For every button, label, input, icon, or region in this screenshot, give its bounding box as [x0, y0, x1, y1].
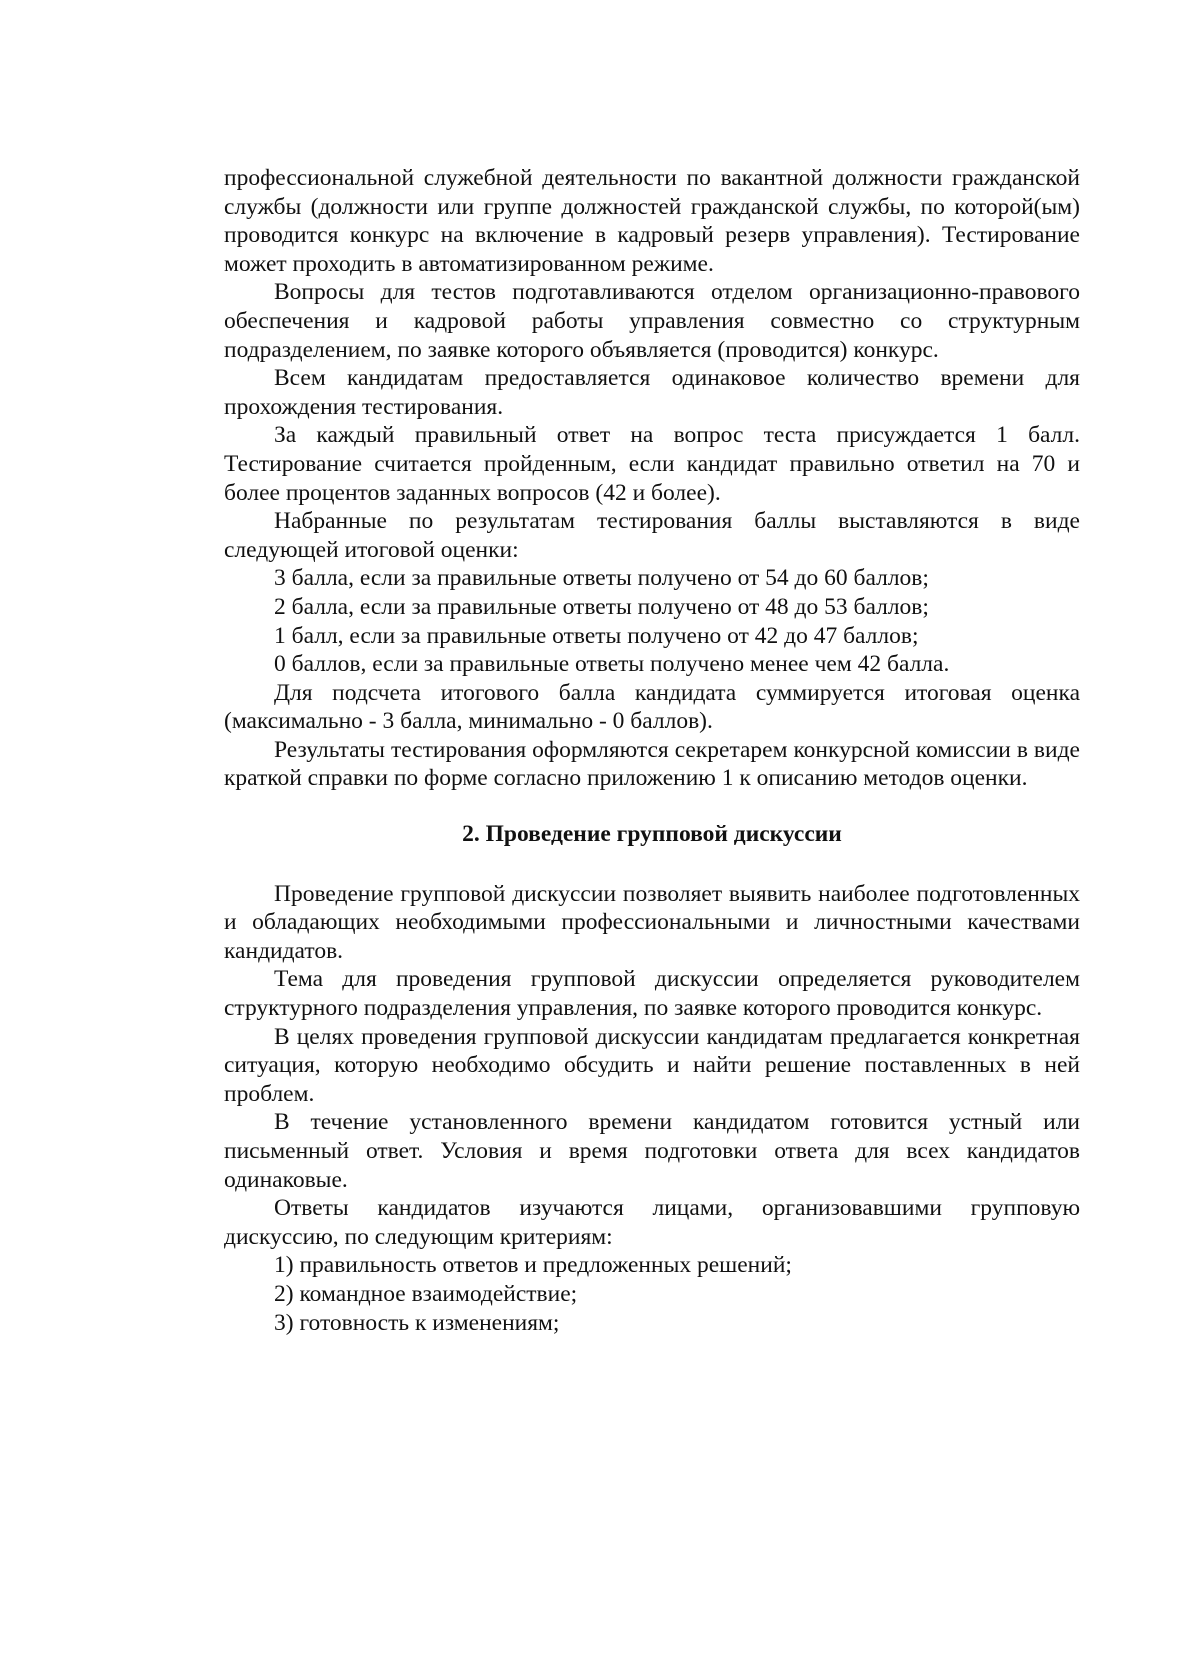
- paragraph-equal-time: Всем кандидатам предоставляется одинаковое количество времени для прохождения тестирования.: [224, 365, 1080, 420]
- testing-section: [224, 164, 1080, 793]
- paragraph-discussion-situation: В целях проведения групповой дискуссии кандидатам предлагается конкретная ситуация, которую необходимо обсудить и найти решение поставленных в ней проблем.: [224, 1023, 1080, 1107]
- paragraph-evaluation-criteria-intro: Ответы кандидатов изучаются лицами, организовавшими групповую дискуссию, по следующим критериям:: [224, 1195, 1080, 1250]
- score-item: 1 балл, если за правильные ответы получено от 42 до 47 баллов;: [274, 622, 919, 649]
- paragraph-testing-intro: профессиональной служебной деятельности по вакантной должности гражданской службы (должности или группе должностей гражданской службы, по которой(ым) проводится конкурс на включение в кадровый резерв управления). Тестирование может проходить в автоматизированном режиме.: [224, 165, 1080, 277]
- score-item: 2 балла, если за правильные ответы получено от 48 до 53 баллов;: [274, 593, 929, 620]
- score-item: 0 баллов, если за правильные ответы получено менее чем 42 балла.: [274, 651, 950, 678]
- paragraph-scoring-rule: За каждый правильный ответ на вопрос теста присуждается 1 балл. Тестирование считается пройденным, если кандидат правильно ответил на 70 и более процентов заданных вопросов (42 и более).: [224, 422, 1080, 506]
- criteria-item: 3) готовность к изменениям;: [274, 1309, 560, 1336]
- paragraph-test-questions: Вопросы для тестов подготавливаются отделом организационно-правового обеспечения и кадровой работы управления совместно со структурным подразделением, по заявке которого объявляется (проводится) конкурс.: [224, 279, 1080, 363]
- paragraph-answer-preparation: В течение установленного времени кандидатом готовится устный или письменный ответ. Условия и время подготовки ответа для всех кандидатов одинаковые.: [224, 1109, 1080, 1193]
- paragraph-final-score-intro: Набранные по результатам тестирования баллы выставляются в виде следующей итоговой оценки:: [224, 508, 1080, 563]
- criteria-item: 1) правильность ответов и предложенных решений;: [274, 1252, 792, 1279]
- paragraph-discussion-topic: Тема для проведения групповой дискуссии определяется руководителем структурного подразделения управления, по заявке которого проводится конкурс.: [224, 966, 1080, 1022]
- score-item: 3 балла, если за правильные ответы получено от 54 до 60 баллов;: [274, 565, 929, 592]
- paragraph-discussion-purpose: Проведение групповой дискуссии позволяет выявить наиболее подготовленных и обладающих необходимыми профессиональными и личностными качествами кандидатов.: [224, 880, 1080, 964]
- paragraph-total-score: Для подсчета итогового балла кандидата суммируется итоговая оценка (максимально - 3 балла, минимально - 0 баллов).: [224, 679, 1080, 735]
- section-heading: 2. Проведение групповой дискуссии: [462, 821, 842, 848]
- criteria-list: [224, 1251, 1080, 1337]
- document-body: [224, 164, 1080, 1337]
- group-discussion-section: [224, 820, 1080, 1337]
- score-list: [224, 564, 1080, 678]
- criteria-item: 2) командное взаимодействие;: [274, 1280, 578, 1307]
- paragraph-results-registration: Результаты тестирования оформляются секретарем конкурсной комиссии в виде краткой справки по форме согласно приложению 1 к описанию методов оценки.: [224, 736, 1080, 792]
